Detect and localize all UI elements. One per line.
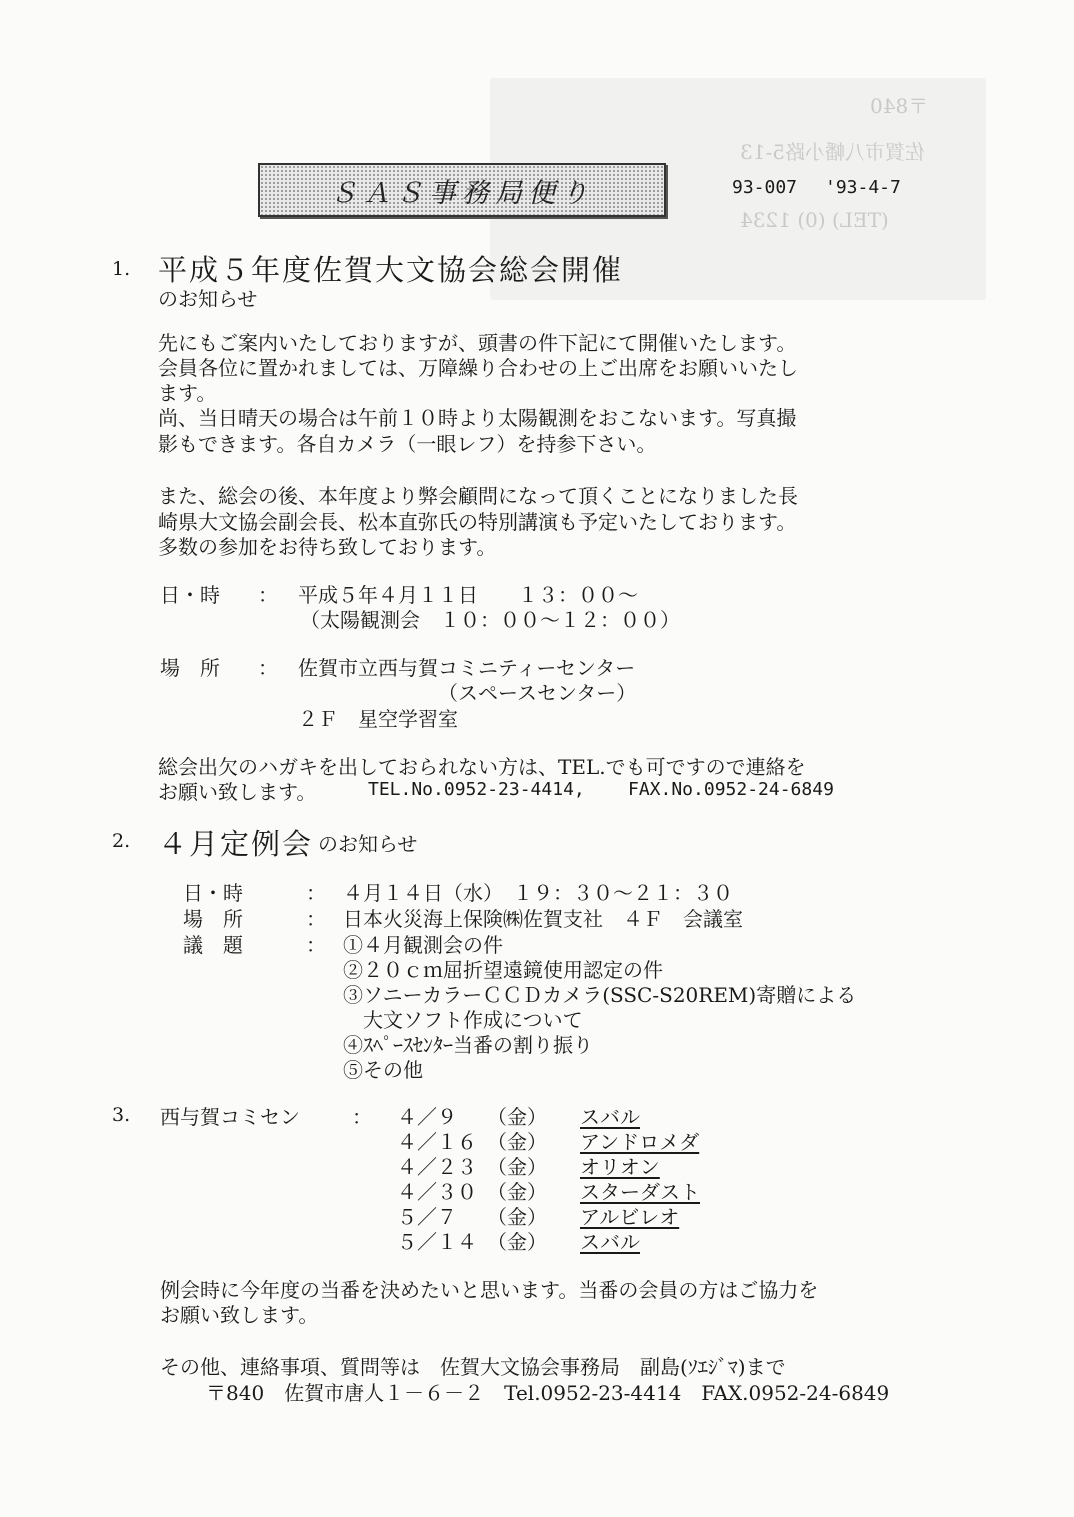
duty-day: （金）: [487, 1105, 547, 1129]
paragraph-line: 尚、当日晴天の場合は午前１０時より太陽観測をおこないます。写真撮: [158, 406, 797, 430]
regular-meeting-date-label: 日・時: [183, 881, 243, 905]
contact-fax: FAX.No.0952-24-6849: [628, 779, 834, 800]
colon: ：: [258, 583, 278, 607]
section-1-number: 1.: [112, 258, 131, 280]
duty-date: ４／９: [397, 1105, 457, 1129]
meeting-place-note: （スペースセンター）: [438, 681, 637, 705]
meeting-date-label: 日・時: [160, 583, 220, 607]
agenda-item: ⑤その他: [343, 1058, 423, 1082]
meeting-date-value: 平成５年４月１１日 １３：００～: [298, 583, 638, 607]
duty-date: ４／２３: [397, 1155, 477, 1179]
newsletter-banner: [258, 163, 666, 217]
agenda-item: ①４月観測会の件: [343, 933, 503, 957]
section-2-number: 2.: [112, 830, 131, 852]
colon: ：: [258, 656, 278, 680]
duty-note-line-1: 例会時に今年度の当番を決めたいと思います。当番の会員の方はご協力を: [160, 1278, 819, 1302]
paragraph-line: 先にもご案内いたしておりますが、頭書の件下記にて開催いたします。: [158, 331, 797, 355]
paragraph-line: また、総会の後、本年度より弊会顧問になって頂くことになりました長: [158, 484, 798, 508]
agenda-item: ③ソニーカラーＣＣＤカメラ(SSC-S20REM)寄贈による: [343, 983, 857, 1007]
footer-contact-line-2: 〒840 佐賀市唐人１－６－２ Tel.0952-23-4414 FAX.0952-24-6849: [206, 1381, 890, 1405]
duty-date: ５／７: [397, 1205, 457, 1229]
regular-meeting-place-label: 場 所: [183, 907, 243, 931]
duty-note-line-2: お願い致します。: [160, 1303, 319, 1327]
rsvp-line-2: お願い致します。: [158, 780, 317, 804]
colon: ：: [306, 881, 326, 905]
regular-meeting-date-value: ４月１４日（水） １９：３０～２１：３０: [343, 881, 733, 905]
duty-day: （金）: [487, 1130, 547, 1154]
paragraph-line: 崎県大文協会副会長、松本直弥氏の特別講演も予定いたしております。: [158, 510, 797, 534]
colon: ：: [306, 933, 326, 957]
ghost-phone: (TEL) (0) 1234: [740, 208, 889, 232]
duty-day: （金）: [487, 1230, 547, 1254]
duty-day: （金）: [487, 1180, 547, 1204]
section-3-number: 3.: [112, 1104, 131, 1126]
colon: ：: [352, 1105, 372, 1129]
meeting-room: ２Ｆ 星空学習室: [298, 707, 458, 731]
ghost-address: 佐賀市八幡小路5-13: [740, 140, 925, 164]
duty-group: アンドロメダ: [580, 1130, 700, 1154]
colon: ：: [306, 907, 326, 931]
agenda-item: ④ｽﾍﾟｰｽｾﾝﾀｰ当番の割り振り: [343, 1033, 593, 1057]
section-1-subtitle: のお知らせ: [158, 287, 258, 311]
paragraph-line: 影もできます。各自カメラ（一眼レフ）を持参下さい。: [158, 432, 657, 456]
regular-meeting-place-value: 日本火災海上保険㈱佐賀支社 ４Ｆ 会議室: [343, 907, 743, 931]
meeting-place-value: 佐賀市立西与賀コミニティーセンター: [298, 656, 636, 680]
duty-day: （金）: [487, 1205, 547, 1229]
duty-day: （金）: [487, 1155, 547, 1179]
meeting-place-label: 場 所: [160, 656, 220, 680]
duty-schedule-label: 西与賀コミセン: [160, 1105, 300, 1129]
duty-group: スターダスト: [580, 1180, 700, 1204]
duty-date: ４／１６: [397, 1130, 477, 1154]
section-2-title: ４月定例会: [158, 827, 314, 861]
ghost-postal: 〒840: [870, 94, 929, 118]
document-date: '93-4-7: [825, 177, 901, 198]
section-1-title: 平成５年度佐賀大文協会総会開催: [158, 253, 624, 287]
solar-observation-note: （太陽観測会 １０：００～１２：００）: [300, 608, 680, 632]
footer-contact-line-1: その他、連絡事項、質問等は 佐賀大文協会事務局 副島(ｿｴｼﾞﾏ)まで: [160, 1355, 786, 1379]
paragraph-line: 会員各位に置かれましては、万障繰り合わせの上ご出席をお願いいたし: [158, 356, 798, 380]
duty-group: オリオン: [580, 1155, 660, 1179]
paragraph-line: 多数の参加をお待ち致しております。: [158, 535, 497, 559]
agenda-item: 大文ソフト作成について: [343, 1008, 583, 1032]
paragraph-line: ます。: [158, 381, 217, 405]
banner-title: ＳＡＳ事務局便り: [330, 177, 594, 209]
duty-date: ５／１４: [397, 1230, 477, 1254]
agenda-label: 議 題: [183, 933, 243, 957]
document-number: 93-007: [732, 177, 798, 198]
duty-group: アルビレオ: [580, 1205, 680, 1229]
rsvp-line-1: 総会出欠のハガキを出しておられない方は、TEL.でも可ですので連絡を: [158, 755, 806, 779]
duty-date: ４／３０: [397, 1180, 477, 1204]
duty-group: スバル: [580, 1230, 640, 1254]
contact-tel: TEL.No.0952-23-4414,: [368, 779, 585, 800]
agenda-item: ②２０ｃｍ屈折望遠鏡使用認定の件: [343, 958, 663, 982]
section-2-subtitle: のお知らせ: [318, 832, 418, 856]
duty-group: スバル: [580, 1105, 640, 1129]
